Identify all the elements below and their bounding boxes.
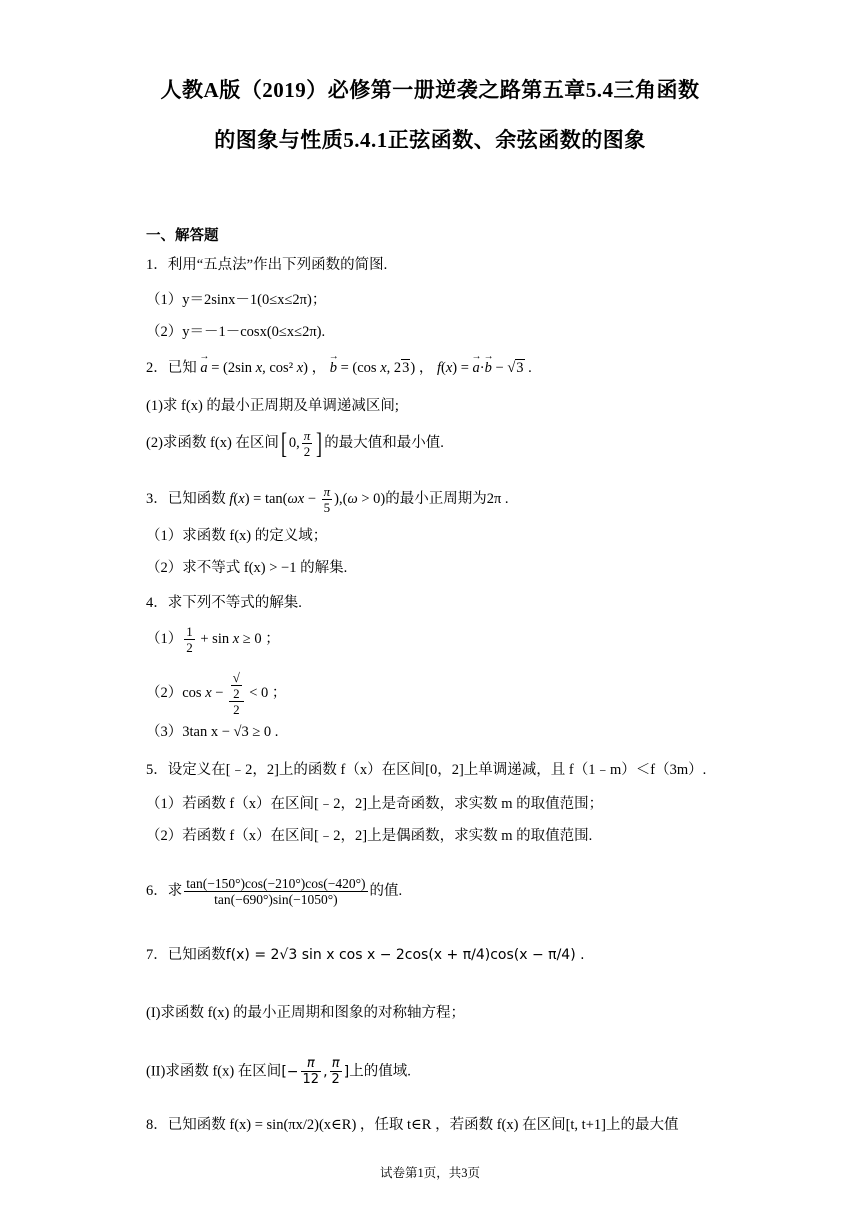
question-6 [146, 876, 402, 907]
question-4-stem: 4．求下列不等式的解集. [146, 595, 302, 611]
question-7-part-2-tail: 上的值域. [349, 1063, 411, 1080]
question-2-part-2: (2)求函数 f(x) 在区间[ 0, $\frac{\pi}{2}$ ] 的最大值和最小值. [146, 426, 444, 460]
question-3-part-1: （1）求函数 f(x) 的定义域； [146, 528, 328, 544]
question-6-number: 6．求 [146, 882, 183, 899]
question-2-part-2-tail: 的最大值和最小值. [324, 434, 444, 451]
question-2-part-1: (1)求 f(x) 的最小正周期及单调递减区间; [146, 398, 399, 414]
question-3-part-2: （2）求不等式 f(x) > −1 的解集. [146, 560, 348, 576]
question-5-part-2: （2）若函数 f（x）在区间[﹣2，2]上是偶函数，求实数 m 的取值范围. [146, 828, 593, 844]
question-1-part-1: （1）y＝2sinx－1(0≤x≤2π)； [146, 292, 327, 308]
question-4-part-2-label: （2） [146, 684, 183, 701]
question-4-part-2: （2）cos x − √ 2 2 < 0 ； [146, 670, 287, 717]
question-4-part-3: （3）3tan x − √3 ≥ 0 . [146, 724, 279, 740]
question-1-stem: 1．利用“五点法”作出下列函数的简图. [146, 257, 388, 273]
question-6-tail: 的值. [369, 882, 403, 899]
question-7-formula: f(x) = 2√3 sin x cos x − 2cos(x + π/4)cos(x − π/4) . [225, 947, 585, 963]
question-1-part-2: （2）y＝－1－cosx(0≤x≤2π). [146, 324, 326, 340]
question-4-part-1-label: （1） [146, 630, 183, 647]
question-7-part-2-text: (II)求函数 f(x) 在区间 [146, 1063, 282, 1080]
question-7-part-1: (I)求函数 f(x) 的最小正周期和图象的对称轴方程； [146, 1005, 465, 1021]
question-2-part-2-text: (2)求函数 f(x) 在区间 [146, 434, 279, 451]
document-title-line-2: 的图象与性质5.4.1正弦函数、余弦函数的图象 [214, 128, 646, 152]
question-7-part-2: (II)求函数 f(x) 在区间[− $\frac{\pi}{12}$ , $\frac{\pi}{2}$ ]上的值域. [146, 1056, 411, 1087]
question-3-stem [146, 484, 509, 515]
question-6-numerator: tan(−150°)cos(−210°)cos(−420°) [186, 876, 366, 891]
question-5-part-1: （1）若函数 f（x）在区间[﹣2，2]上是奇函数，求实数 m 的取值范围； [146, 796, 604, 812]
question-2-stem [146, 358, 532, 378]
question-6-denominator: tan(−690°)sin(−1050°) [214, 892, 338, 907]
question-8-stem: 8．已知函数 f(x) = sin(πx/2)(x∈R) ，任取 t∈R ，若函数 f(x) 在区间[t, t+1]上的最大值 [146, 1117, 679, 1133]
question-3-number: 3．已知函数 [146, 490, 226, 507]
question-7-number: 7．已知函数 [146, 947, 226, 963]
question-5-stem: 5．设定义在[﹣2，2]上的函数 f（x）在区间[0，2]上单调递减，且 f（1﹣m）＜f（3m）. [146, 762, 707, 778]
question-3-formula: f(x) = tan(ωx − $\frac{\pi}{5}$ ),(ω > 0) [229, 484, 386, 515]
question-2-formula: → a = (2sin x, cos² x) ， → b = (cos x, 23) ， f(x) = → a·→ b − √3 . [200, 360, 531, 376]
section-heading: 一、解答题 [146, 228, 219, 244]
question-3-tail: 的最小正周期为2π . [385, 490, 509, 507]
document-title-line-1: 人教A版（2019）必修第一册逆袭之路第五章5.4三角函数 [160, 78, 700, 102]
question-7-stem [146, 945, 585, 965]
page-footer: 试卷第1页，共3页 [379, 1166, 480, 1180]
question-4-part-1: （1） $\frac{1}{2}$ + sin x ≥ 0 ； [146, 624, 280, 655]
question-2-number: 2．已知 [146, 360, 197, 376]
